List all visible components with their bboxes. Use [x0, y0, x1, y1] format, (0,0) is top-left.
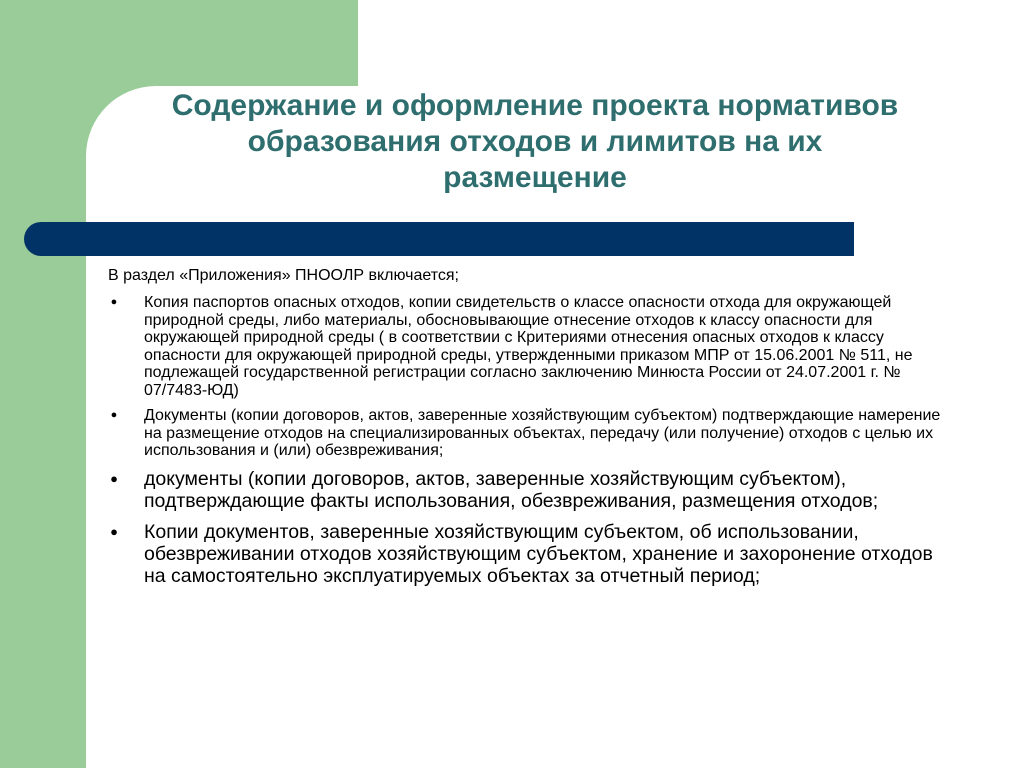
list-item — [108, 521, 948, 587]
list-item-text: Копия паспортов опасных отходов, копии свидетельств о классе опасности отхода для окружающей природной среды, либо материалы, обосновывающие отнесение отходов к классу опасности для окружающей природной среды ( в соответствии с Критериями отнесения опасных отходов к классу опасности для окружающей природной среды, утвержденными приказом МПР от 15.06.2001 № 511, не подлежащей государственной регистрации согласно заключению Минюста России от 24.07.2001 г. № 07/7483-ЮД) — [144, 294, 913, 399]
title-line: Содержание и оформление проекта нормативов — [171, 89, 899, 122]
bullet-icon: ● — [110, 409, 118, 421]
title-line: образования отходов и лимитов на их — [247, 125, 823, 158]
title-line: размещение — [443, 161, 627, 194]
bullet-list — [108, 294, 948, 587]
slide-body — [108, 266, 948, 596]
list-item-text: Документы (копии договоров, актов, заверенные хозяйствующим субъектом) подтверждающие намерение на размещение отходов на специализированных объектах, передачу (или получение) отходов с целью их использования и (или) обезвреживания; — [144, 407, 941, 459]
list-item — [108, 294, 948, 399]
intro-text: В раздел «Приложения» ПНООЛР включается; — [108, 267, 459, 284]
list-item-text: документы (копии договоров, актов, заверенные хозяйствующим субъектом), подтверждающие факты использования, обезвреживания, размещения отходов; — [144, 467, 879, 512]
title-divider-bar — [24, 222, 854, 256]
slide-title — [100, 88, 970, 196]
bullet-icon: ● — [110, 296, 118, 308]
bullet-icon: ● — [110, 523, 118, 539]
list-item — [108, 468, 948, 512]
list-item-text: Копии документов, заверенные хозяйствующим субъектом, об использовании, обезвреживании отходов хозяйствующим субъектом, хранение и захоронение отходов на самостоятельно эксплуатируемых объектах за отчетный период; — [144, 520, 933, 587]
bullet-icon: ● — [110, 470, 118, 486]
list-item — [108, 407, 948, 460]
